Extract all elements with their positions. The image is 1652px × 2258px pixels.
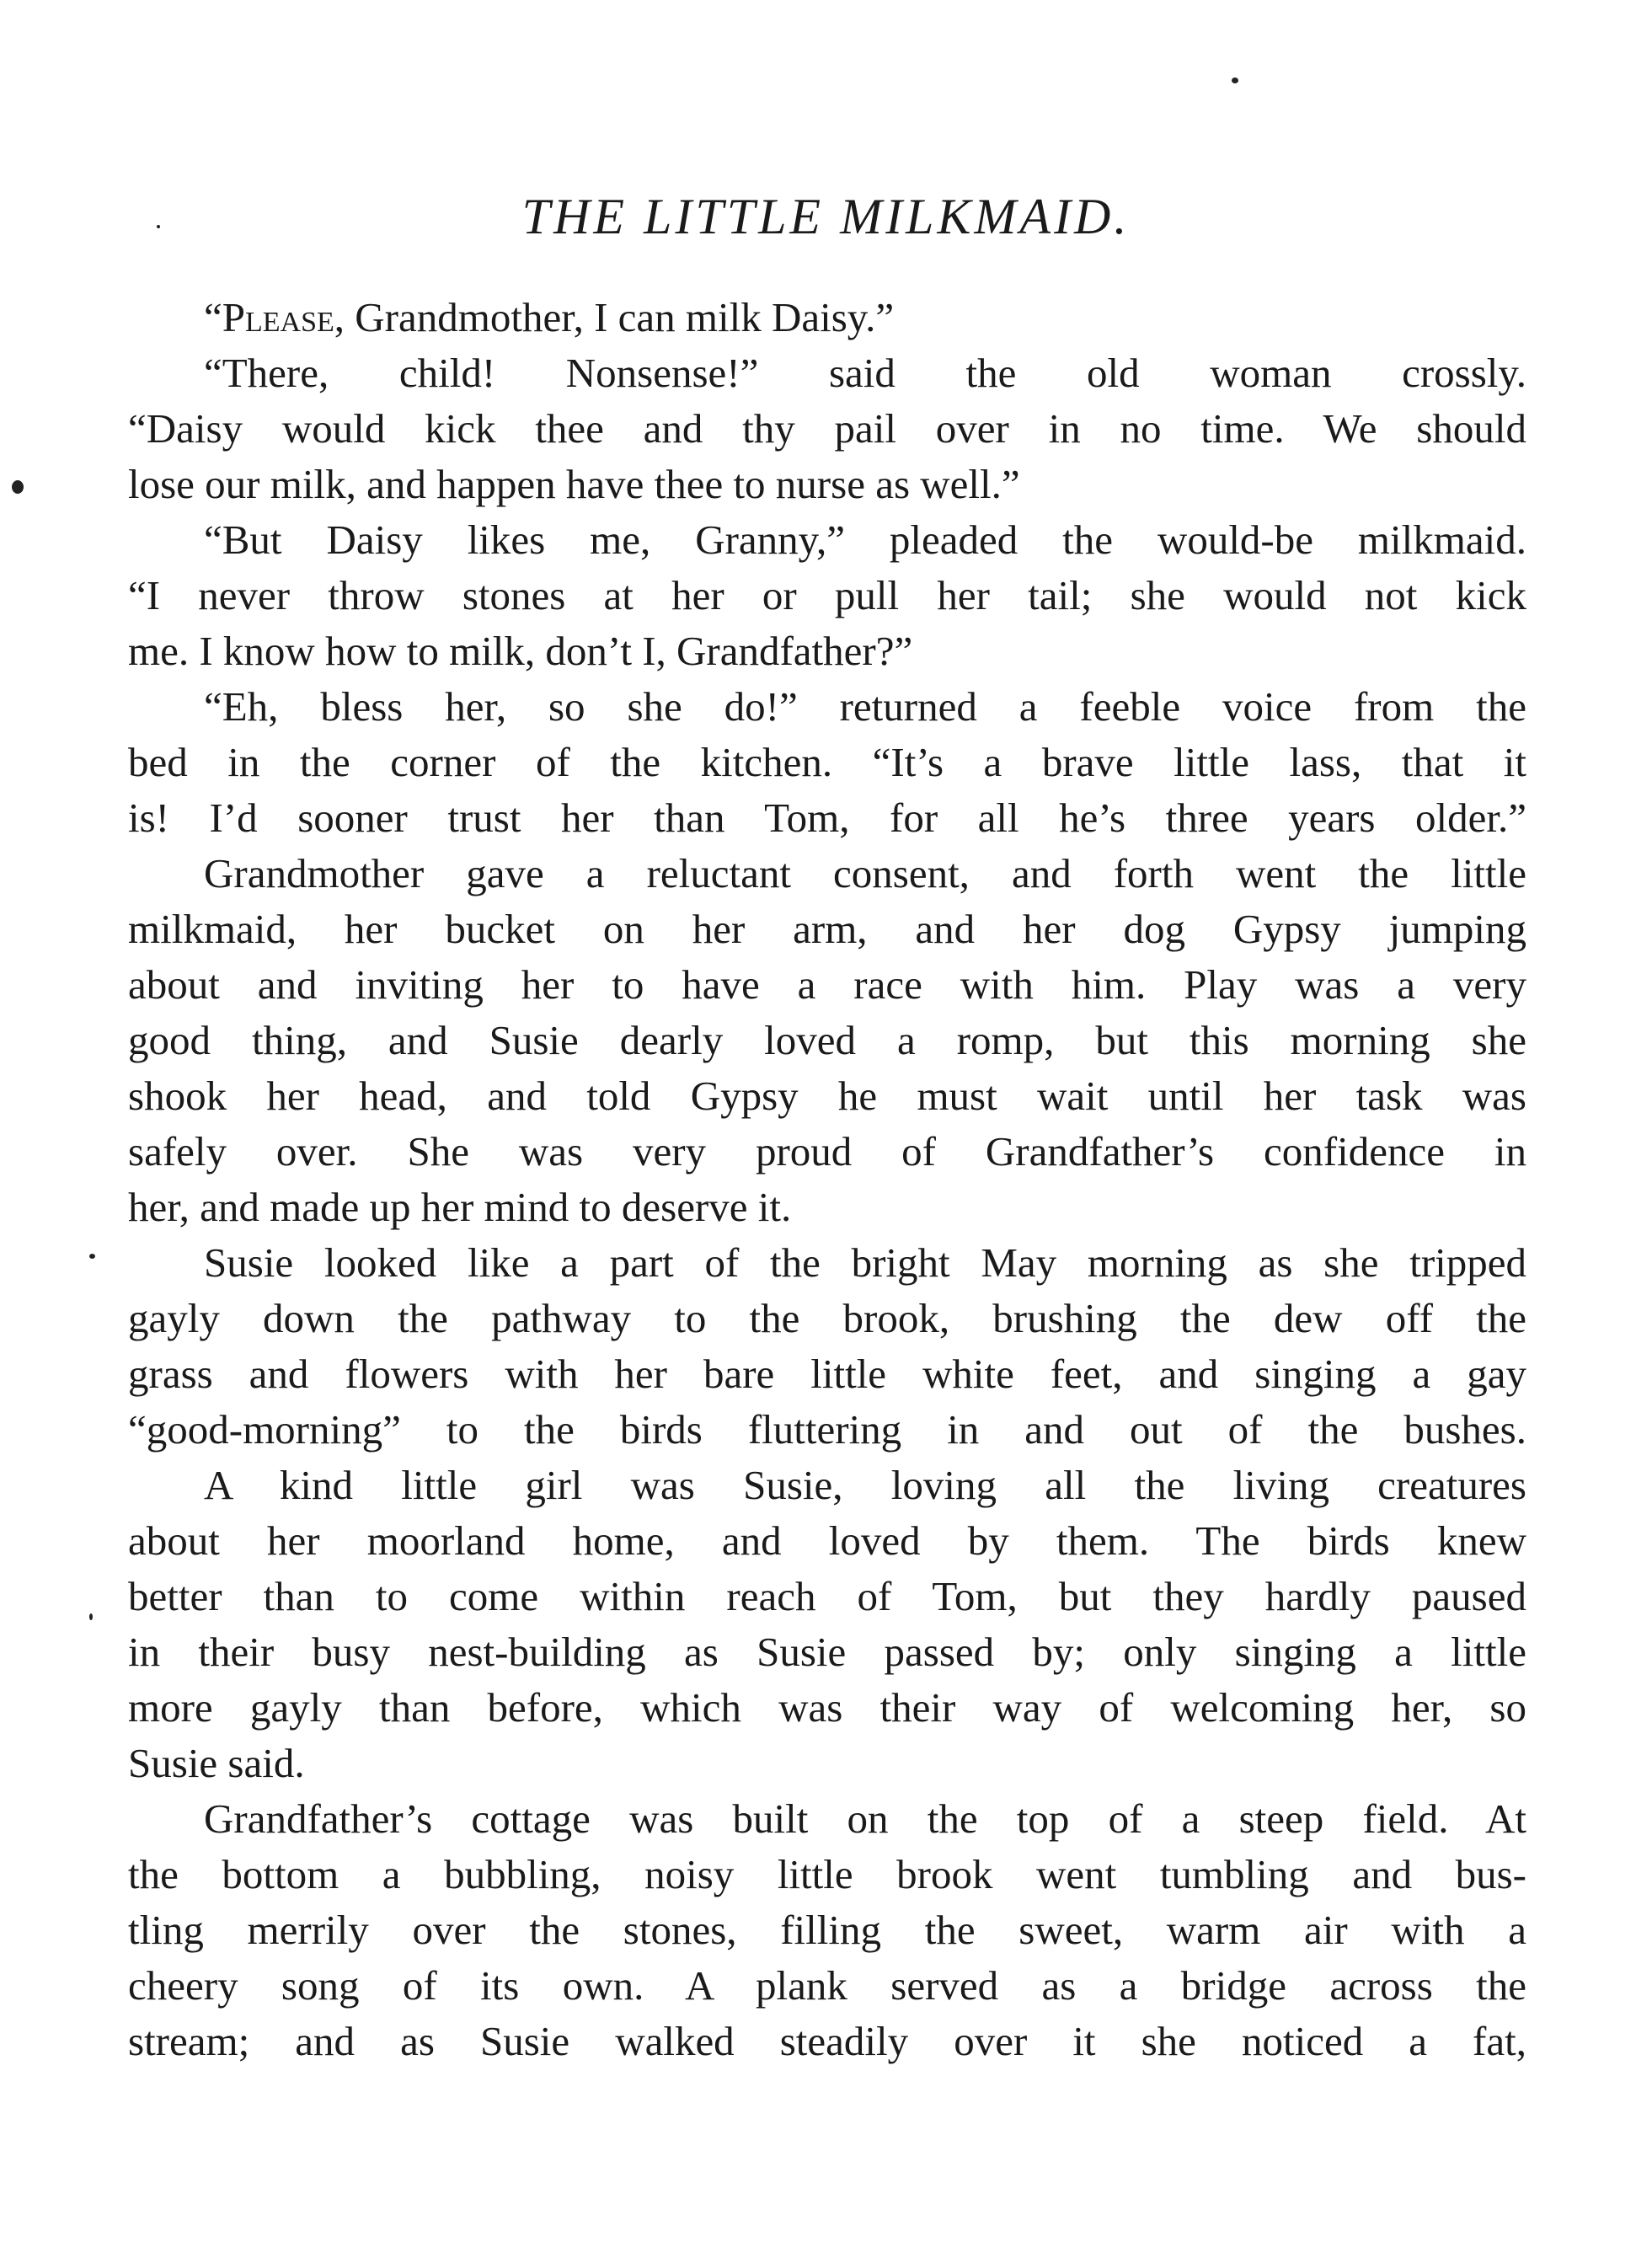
- text-line-28: Grandfather’s cottage was built on the top of a steep field. At: [204, 1795, 1526, 1842]
- scan-speck: [157, 225, 160, 228]
- text-line-4: lose our milk, and happen have thee to nurse as well.”: [128, 461, 1020, 507]
- text-line-8: “Eh, bless her, so she do!” returned a feeble voice from the: [204, 683, 1526, 730]
- text-line-31: cheery song of its own. A plank served as a bridge across the: [128, 1962, 1526, 2009]
- text-line-24: better than to come within reach of Tom, but they hardly paused: [128, 1573, 1526, 1619]
- text-line-6: “I never throw stones at her or pull her tail; she would not kick: [128, 572, 1526, 618]
- text-line-26: more gayly than before, which was their way of welcoming her, so: [128, 1684, 1526, 1731]
- text-line-16: safely over. She was very proud of Grandfather’s confidence in: [128, 1128, 1526, 1174]
- text-line-5: “But Daisy likes me, Granny,” pleaded the would-be milkmaid.: [204, 516, 1526, 563]
- text-line-25: in their busy nest-building as Susie passed by; only singing a little: [128, 1629, 1526, 1675]
- text-line-9: bed in the corner of the kitchen. “It’s a brave little lass, that it: [128, 739, 1526, 785]
- text-line-18: Susie looked like a part of the bright May morning as she tripped: [204, 1239, 1526, 1286]
- text-line-17: her, and made up her mind to deserve it.: [128, 1184, 792, 1230]
- text-line-3: “Daisy would kick thee and thy pail over in no time. We should: [128, 405, 1526, 452]
- scan-speck: [89, 1254, 95, 1259]
- scan-speck: [12, 480, 24, 494]
- text-line-15: shook her head, and told Gypsy he must wait until her task was: [128, 1073, 1526, 1119]
- small-caps-opening: “Please,: [204, 294, 345, 340]
- text-line-14: good thing, and Susie dearly loved a romp, but this morning she: [128, 1017, 1526, 1063]
- text-line-7: me. I know how to milk, don’t I, Grandfather?”: [128, 628, 913, 674]
- scan-speck: [89, 1613, 93, 1620]
- text-line-19: gayly down the pathway to the brook, brushing the dew off the: [128, 1295, 1526, 1341]
- text-line-30: tling merrily over the stones, filling the sweet, warm air with a: [128, 1907, 1526, 1953]
- text-line-13: about and inviting her to have a race with him. Play was a very: [128, 961, 1526, 1008]
- text-line-1-rest: Grandmother, I can milk Daisy.”: [345, 294, 895, 340]
- text-line-20: grass and flowers with her bare little white feet, and singing a gay: [128, 1351, 1526, 1397]
- text-line-27: Susie said.: [128, 1740, 305, 1786]
- text-line-22: A kind little girl was Susie, loving all the living creatures: [204, 1462, 1526, 1508]
- text-line-2: “There, child! Nonsense!” said the old woman crossly.: [204, 350, 1526, 396]
- text-line-29: the bottom a bubbling, noisy little brook went tumbling and bus-: [128, 1851, 1526, 1897]
- text-line-23: about her moorland home, and loved by them. The birds knew: [128, 1517, 1526, 1564]
- text-line-10: is! I’d sooner trust her than Tom, for all he’s three years older.”: [128, 795, 1526, 841]
- chapter-title: THE LITTLE MILKMAID.: [521, 189, 1131, 244]
- scan-speck: [1232, 78, 1238, 83]
- text-line-21: “good-morning” to the birds fluttering in and out of the bushes.: [128, 1406, 1526, 1453]
- text-line-11: Grandmother gave a reluctant consent, and forth went the little: [204, 850, 1526, 896]
- text-line-12: milkmaid, her bucket on her arm, and her dog Gypsy jumping: [128, 906, 1526, 952]
- text-line-32: stream; and as Susie walked steadily over it she noticed a fat,: [128, 2018, 1526, 2064]
- text-line-1: [204, 290, 1526, 345]
